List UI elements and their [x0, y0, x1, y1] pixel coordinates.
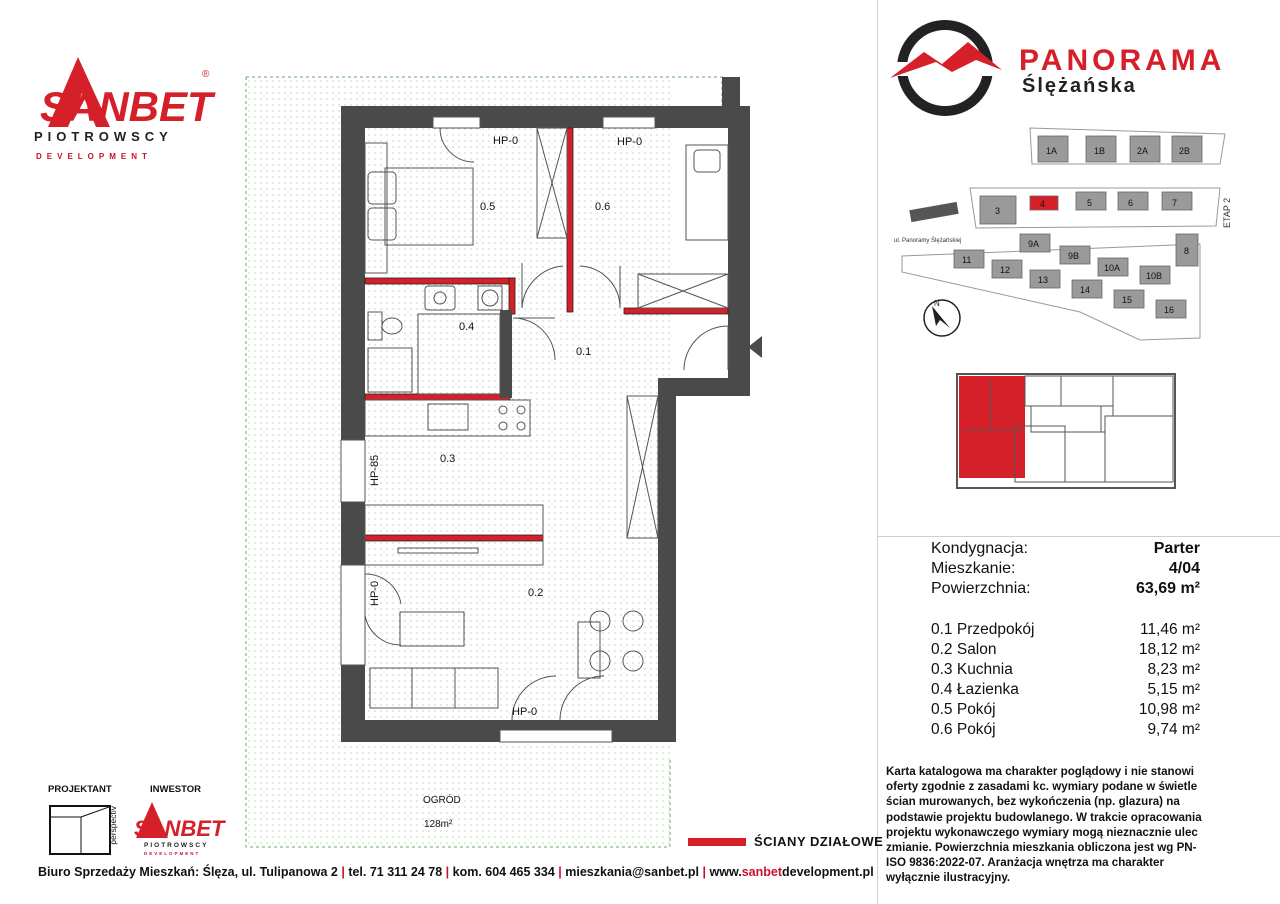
- designer-logo: [49, 805, 111, 855]
- room-name: 0.6 Pokój: [931, 721, 996, 738]
- legend-label: ŚCIANY DZIAŁOWE: [754, 834, 884, 849]
- area-value: 63,69 m²: [1135, 580, 1200, 597]
- door-hp0-top-right: HP-0: [617, 136, 643, 148]
- room-area: 8,23 m²: [1147, 661, 1200, 678]
- room-label-01: 0.1: [576, 346, 592, 358]
- room-area: 5,15 m²: [1147, 681, 1200, 698]
- room-area: 9,74 m²: [1147, 721, 1200, 738]
- footer-website[interactable]: www.sanbetdevelopment.pl: [709, 865, 874, 879]
- site-building-1B: 1B: [1094, 146, 1106, 156]
- room-name: 0.3 Kuchnia: [931, 661, 1013, 678]
- investor-label: INWESTOR: [150, 784, 202, 795]
- site-building-16: 16: [1164, 305, 1175, 315]
- panel-hdivider: [877, 536, 1280, 537]
- site-building-8: 8: [1184, 246, 1190, 256]
- room-label-04: 0.4: [459, 321, 475, 333]
- room-area: 11,46 m²: [1139, 621, 1200, 638]
- site-building-13: 13: [1038, 275, 1049, 285]
- room-label-05: 0.5: [480, 201, 496, 213]
- door-hp85-left: HP-85: [369, 454, 381, 486]
- site-north-label: N: [934, 299, 940, 308]
- panorama-logo: [890, 20, 1010, 120]
- footer-phone[interactable]: tel. 71 311 24 78: [348, 865, 443, 879]
- room-label-02: 0.2: [528, 587, 544, 599]
- site-building-9B: 9B: [1068, 251, 1080, 261]
- room-name: 0.1 Przedpokój: [931, 621, 1035, 638]
- site-building-7: 7: [1172, 198, 1178, 208]
- building-key-plan: [955, 370, 1180, 490]
- room-area: 18,12 m²: [1138, 641, 1200, 658]
- site-building-11: 11: [962, 255, 972, 265]
- garden-label: OGRÓD: [423, 795, 461, 806]
- area-label: Powierzchnia:: [931, 580, 1031, 597]
- room-label-06: 0.6: [595, 201, 611, 213]
- garden-area-label: 128m²: [424, 819, 453, 830]
- designer-label: PROJEKTANT: [48, 784, 112, 795]
- svg-text:SANBET: SANBET: [40, 83, 213, 130]
- footer-office: Biuro Sprzedaży Mieszkań: Ślęza, ul. Tulipanowa 2: [38, 865, 338, 879]
- footer-email[interactable]: mieszkania@sanbet.pl: [565, 865, 700, 879]
- room-name: 0.5 Pokój: [931, 701, 996, 718]
- investor-logo: [128, 798, 238, 858]
- svg-text:PIOTROWSCY: PIOTROWSCY: [144, 842, 209, 849]
- room-name: 0.4 Łazienka: [931, 681, 1019, 698]
- room-label-03: 0.3: [440, 453, 456, 465]
- site-building-10A: 10A: [1104, 263, 1121, 273]
- entrance-arrow: [748, 336, 762, 358]
- door-hp0-top-left: HP-0: [493, 135, 519, 147]
- developer-line2: DEVELOPMENT: [36, 152, 152, 161]
- site-building-9A: 9A: [1028, 239, 1040, 249]
- unit-label: Mieszkanie:: [931, 560, 1016, 577]
- footer-contact: Biuro Sprzedaży Mieszkań: Ślęza, ul. Tulipanowa 2 | tel. 71 311 24 78 | kom. 604 465 334 | mieszkania@sanbet.pl | www.sanbetdevelopment.pl: [38, 865, 874, 879]
- designer-name: perspectiv: [108, 806, 118, 845]
- floor-value: Parter: [1153, 540, 1200, 557]
- developer-line1: PIOTROWSCY: [34, 129, 173, 144]
- unit-value: 4/04: [1168, 560, 1200, 577]
- room-area: 10,98 m²: [1138, 701, 1200, 718]
- disclaimer-text: Karta katalogowa ma charakter poglądowy i nie stanowi oferty zgodnie z zasadami kc. wymiary podane w świetle ścian murowanych, bez wykończenia (np. glazura) na podstawie projektu budowlanego. W trakcie opracowania projektu wykonawczego wymiary mogą nieznacznie ulec zmianie. Powierzchnia mieszkania obliczona jest wg PN-ISO 9836:2022-07. Aranżacja wnętrza ma charakter wyłącznie ilustracyjny.: [886, 765, 1202, 885]
- site-building-4: 4: [1040, 199, 1046, 209]
- site-building-3: 3: [995, 206, 1001, 216]
- panel-divider: [877, 0, 878, 904]
- project-title: PANORAMA: [1019, 44, 1226, 77]
- site-building-10B: 10B: [1146, 271, 1163, 281]
- site-building-1A: 1A: [1046, 146, 1058, 156]
- door-hp0-left: HP-0: [369, 580, 381, 606]
- site-building-5: 5: [1087, 198, 1093, 208]
- door-hp0-bottom: HP-0: [512, 706, 538, 718]
- site-street-label: ul. Panoramy Ślężańskiej: [894, 238, 962, 244]
- footer-mobile[interactable]: kom. 604 465 334: [452, 865, 555, 879]
- site-stage-label: ETAP 2: [1222, 197, 1232, 228]
- site-plan: [880, 124, 1280, 356]
- svg-text:®: ®: [202, 69, 210, 80]
- room-name: 0.2 Salon: [931, 641, 997, 658]
- svg-text:SANBET: SANBET: [134, 816, 225, 841]
- site-building-2B: 2B: [1179, 146, 1191, 156]
- site-building-6: 6: [1128, 198, 1134, 208]
- legend-swatch: [688, 838, 746, 846]
- project-subtitle: Ślężańska: [1022, 75, 1137, 97]
- site-building-12: 12: [1000, 265, 1011, 275]
- site-building-2A: 2A: [1137, 146, 1149, 156]
- site-building-14: 14: [1080, 285, 1091, 295]
- site-building-15: 15: [1122, 295, 1133, 305]
- svg-text:DEVELOPMENT: DEVELOPMENT: [144, 851, 201, 856]
- floor-label: Kondygnacja:: [931, 540, 1028, 557]
